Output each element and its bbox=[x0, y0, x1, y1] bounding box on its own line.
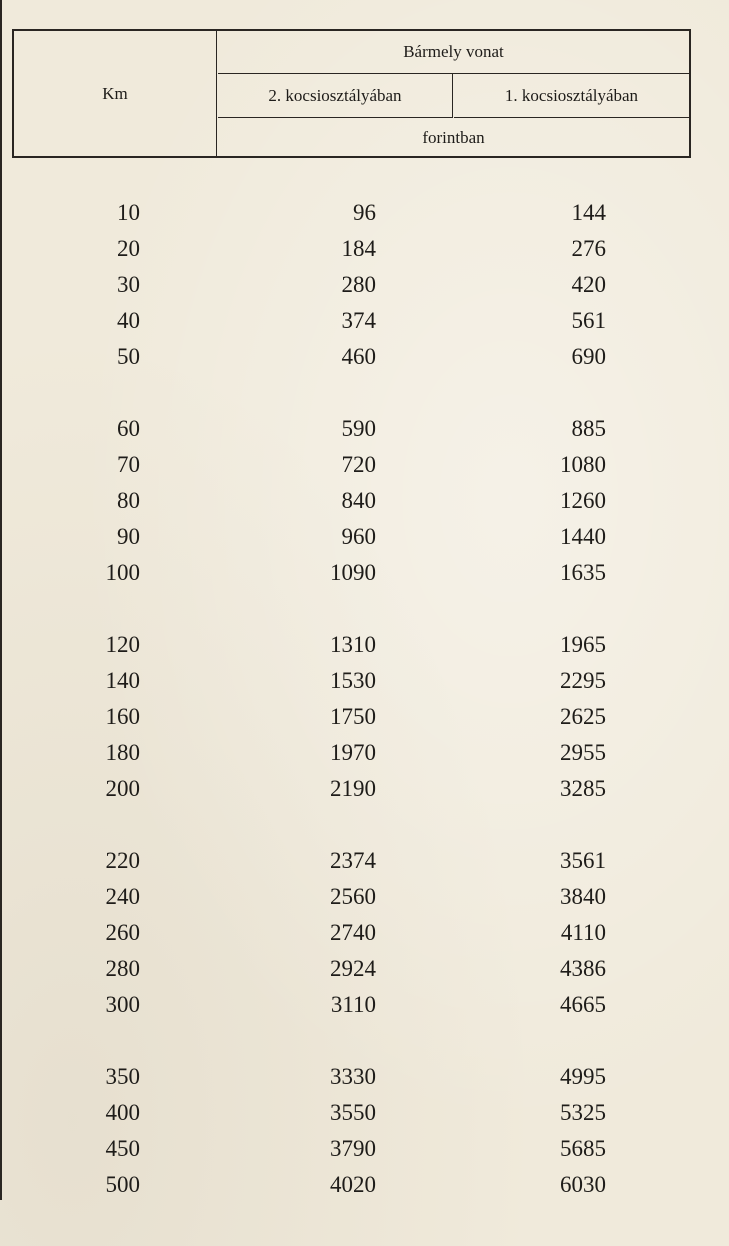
cell-second-class-fare: 2924 bbox=[330, 956, 376, 981]
table-row bbox=[0, 1167, 729, 1203]
cell-first-class-fare: 2955 bbox=[560, 740, 606, 765]
cell-first-class-fare: 420 bbox=[571, 272, 606, 297]
cell-second-class-fare: 3790 bbox=[330, 1136, 376, 1161]
table-row bbox=[0, 699, 729, 735]
table-row bbox=[0, 555, 729, 591]
cell-km: 240 bbox=[105, 884, 140, 909]
header-km: Km bbox=[14, 31, 217, 156]
table-row bbox=[0, 987, 729, 1023]
cell-second-class-fare: 3330 bbox=[330, 1064, 376, 1089]
cell-first-class-fare: 276 bbox=[571, 236, 606, 261]
header-any-train: Bármely vonat bbox=[218, 31, 689, 74]
cell-second-class-fare: 3110 bbox=[330, 992, 376, 1017]
table-row bbox=[0, 951, 729, 987]
cell-second-class-fare: 4020 bbox=[330, 1172, 376, 1197]
table-row bbox=[0, 627, 729, 663]
cell-km: 80 bbox=[117, 488, 140, 513]
cell-first-class-fare: 885 bbox=[571, 416, 606, 441]
cell-first-class-fare: 6030 bbox=[560, 1172, 606, 1197]
cell-km: 350 bbox=[105, 1064, 140, 1089]
cell-first-class-fare: 4110 bbox=[560, 920, 606, 945]
cell-first-class-fare: 1260 bbox=[560, 488, 606, 513]
table-row bbox=[0, 411, 729, 447]
cell-km: 70 bbox=[117, 452, 140, 477]
cell-first-class-fare: 561 bbox=[571, 308, 606, 333]
table-row bbox=[0, 915, 729, 951]
cell-second-class-fare: 374 bbox=[341, 308, 376, 333]
cell-second-class-fare: 2190 bbox=[330, 776, 376, 801]
table-row bbox=[0, 483, 729, 519]
cell-km: 160 bbox=[105, 704, 140, 729]
cell-second-class-fare: 280 bbox=[341, 272, 376, 297]
cell-second-class-fare: 96 bbox=[353, 200, 376, 225]
table-row bbox=[0, 267, 729, 303]
cell-first-class-fare: 3561 bbox=[560, 848, 606, 873]
cell-km: 140 bbox=[105, 668, 140, 693]
table-row bbox=[0, 1059, 729, 1095]
cell-second-class-fare: 2740 bbox=[330, 920, 376, 945]
header-unit: forintban bbox=[422, 127, 485, 147]
table-row bbox=[0, 231, 729, 267]
cell-second-class-fare: 1750 bbox=[330, 704, 376, 729]
table-row bbox=[0, 1131, 729, 1167]
cell-first-class-fare: 1635 bbox=[560, 560, 606, 585]
cell-first-class-fare: 2625 bbox=[560, 704, 606, 729]
cell-first-class-fare: 4665 bbox=[560, 992, 606, 1017]
cell-second-class-fare: 1530 bbox=[330, 668, 376, 693]
cell-first-class-fare: 4386 bbox=[560, 956, 606, 981]
cell-second-class-fare: 960 bbox=[341, 524, 376, 549]
cell-second-class-fare: 1970 bbox=[330, 740, 376, 765]
table-header bbox=[12, 29, 691, 158]
cell-km: 20 bbox=[117, 236, 140, 261]
cell-km: 400 bbox=[105, 1100, 140, 1125]
cell-first-class-fare: 3840 bbox=[560, 884, 606, 909]
cell-first-class-fare: 690 bbox=[571, 344, 606, 369]
cell-second-class-fare: 2560 bbox=[330, 884, 376, 909]
cell-second-class-fare: 2374 bbox=[330, 848, 376, 873]
cell-km: 200 bbox=[105, 776, 140, 801]
table-row bbox=[0, 735, 729, 771]
table-row bbox=[0, 663, 729, 699]
header-second-class: 2. kocsiosztályában bbox=[218, 74, 453, 118]
cell-first-class-fare: 3285 bbox=[560, 776, 606, 801]
cell-km: 220 bbox=[105, 848, 140, 873]
cell-second-class-fare: 1090 bbox=[330, 560, 376, 585]
table-row bbox=[0, 339, 729, 375]
cell-second-class-fare: 184 bbox=[341, 236, 376, 261]
table-row bbox=[0, 843, 729, 879]
table-row bbox=[0, 447, 729, 483]
cell-km: 40 bbox=[117, 308, 140, 333]
table-row bbox=[0, 303, 729, 339]
table-row bbox=[0, 1095, 729, 1131]
cell-km: 260 bbox=[105, 920, 140, 945]
cell-second-class-fare: 720 bbox=[341, 452, 376, 477]
cell-first-class-fare: 1965 bbox=[560, 632, 606, 657]
cell-first-class-fare: 5685 bbox=[560, 1136, 606, 1161]
table-row bbox=[0, 195, 729, 231]
cell-second-class-fare: 840 bbox=[341, 488, 376, 513]
cell-second-class-fare: 460 bbox=[341, 344, 376, 369]
table-row bbox=[0, 771, 729, 807]
cell-km: 450 bbox=[105, 1136, 140, 1161]
cell-first-class-fare: 1080 bbox=[560, 452, 606, 477]
cell-first-class-fare: 1440 bbox=[560, 524, 606, 549]
cell-km: 120 bbox=[105, 632, 140, 657]
header-first-class: 1. kocsiosztályában bbox=[454, 74, 689, 118]
cell-first-class-fare: 4995 bbox=[560, 1064, 606, 1089]
cell-second-class-fare: 590 bbox=[341, 416, 376, 441]
cell-km: 50 bbox=[117, 344, 140, 369]
cell-second-class-fare: 1310 bbox=[330, 632, 376, 657]
cell-km: 100 bbox=[105, 560, 140, 585]
cell-first-class-fare: 2295 bbox=[560, 668, 606, 693]
cell-km: 280 bbox=[105, 956, 140, 981]
cell-km: 30 bbox=[117, 272, 140, 297]
cell-km: 10 bbox=[117, 200, 140, 225]
cell-km: 60 bbox=[117, 416, 140, 441]
cell-km: 300 bbox=[105, 992, 140, 1017]
table-row bbox=[0, 519, 729, 555]
cell-km: 90 bbox=[117, 524, 140, 549]
cell-first-class-fare: 144 bbox=[571, 200, 606, 225]
cell-second-class-fare: 3550 bbox=[330, 1100, 376, 1125]
cell-km: 180 bbox=[105, 740, 140, 765]
cell-first-class-fare: 5325 bbox=[560, 1100, 606, 1125]
table-row bbox=[0, 879, 729, 915]
cell-km: 500 bbox=[105, 1172, 140, 1197]
